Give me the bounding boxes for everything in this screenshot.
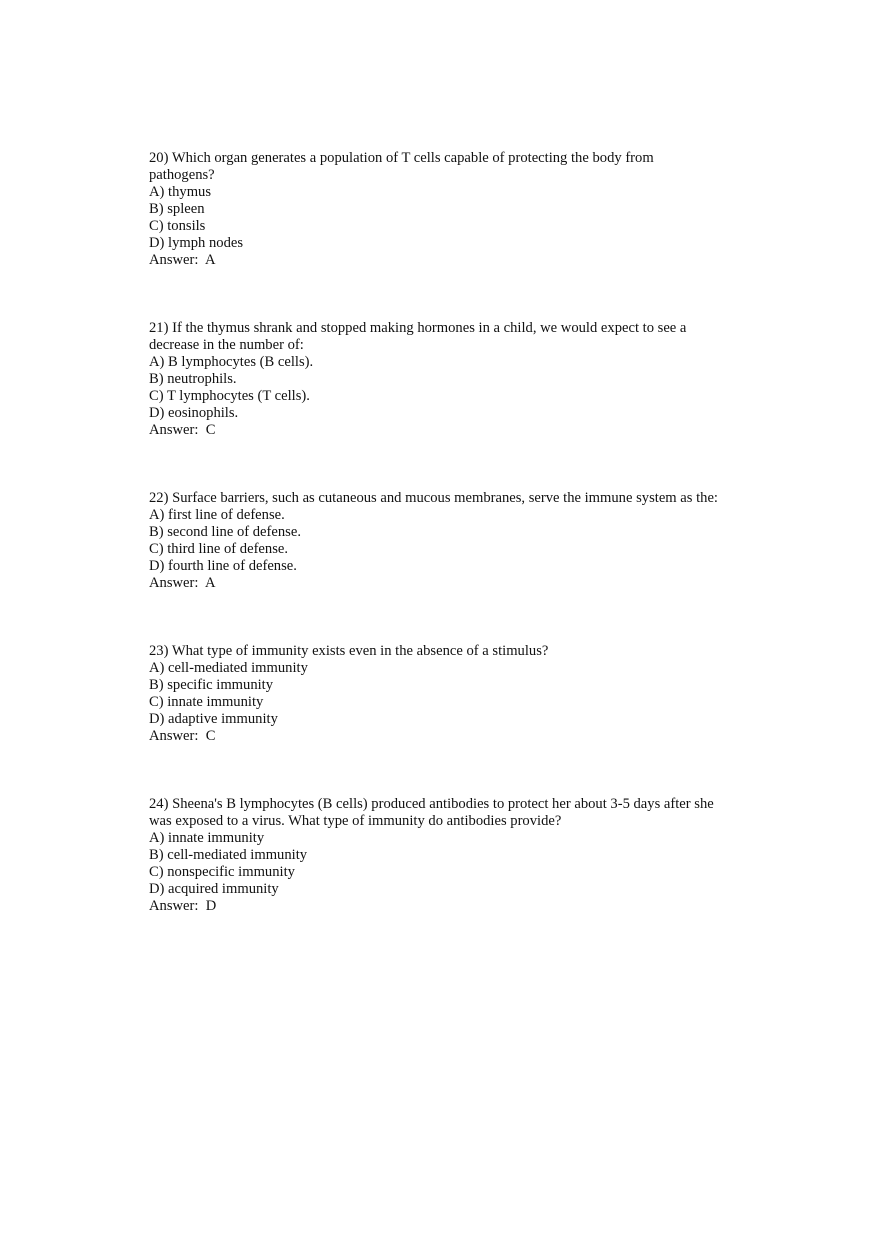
answer-option: D) acquired immunity [149, 881, 279, 897]
answer-option: C) innate immunity [149, 694, 264, 710]
answer-option: B) cell-mediated immunity [149, 847, 308, 863]
question-stem: 20) Which organ generates a population of T cells capable of protecting the body from [149, 150, 654, 166]
answer-option: C) third line of defense. [149, 541, 289, 557]
question-stem: 21) If the thymus shrank and stopped making hormones in a child, we would expect to see a [149, 320, 687, 336]
question-stem: 22) Surface barriers, such as cutaneous and mucous membranes, serve the immune system as the: [149, 490, 718, 506]
answer-key: Answer: A [149, 252, 216, 268]
question-stem: pathogens? [149, 167, 215, 183]
answer-option: D) lymph nodes [149, 235, 244, 251]
question-block [149, 796, 749, 915]
answer-option: D) fourth line of defense. [149, 558, 297, 574]
answer-option: A) cell-mediated immunity [149, 660, 308, 676]
answer-option: B) neutrophils. [149, 371, 237, 387]
answer-option: A) innate immunity [149, 830, 265, 846]
answer-key: Answer: D [149, 898, 217, 914]
question-stem: was exposed to a virus. What type of immunity do antibodies provide? [149, 813, 562, 829]
question-block [149, 150, 749, 269]
answer-option: A) first line of defense. [149, 507, 285, 523]
answer-option: A) thymus [149, 184, 212, 200]
question-block [149, 643, 749, 745]
question-stem: decrease in the number of: [149, 337, 304, 353]
question-block [149, 490, 749, 592]
question-stem: 24) Sheena's B lymphocytes (B cells) produced antibodies to protect her about 3-5 days after she [149, 796, 714, 812]
answer-option: B) spleen [149, 201, 205, 217]
answer-key: Answer: C [149, 728, 216, 744]
answer-key: Answer: C [149, 422, 216, 438]
answer-option: B) specific immunity [149, 677, 274, 693]
answer-option: C) tonsils [149, 218, 206, 234]
answer-key: Answer: A [149, 575, 216, 591]
answer-option: D) eosinophils. [149, 405, 239, 421]
question-stem: 23) What type of immunity exists even in the absence of a stimulus? [149, 643, 549, 659]
answer-option: D) adaptive immunity [149, 711, 278, 727]
answer-option: C) nonspecific immunity [149, 864, 295, 880]
answer-option: C) T lymphocytes (T cells). [149, 388, 310, 404]
answer-option: B) second line of defense. [149, 524, 301, 540]
question-block [149, 320, 749, 439]
answer-option: A) B lymphocytes (B cells). [149, 354, 314, 370]
question-page [149, 150, 749, 966]
